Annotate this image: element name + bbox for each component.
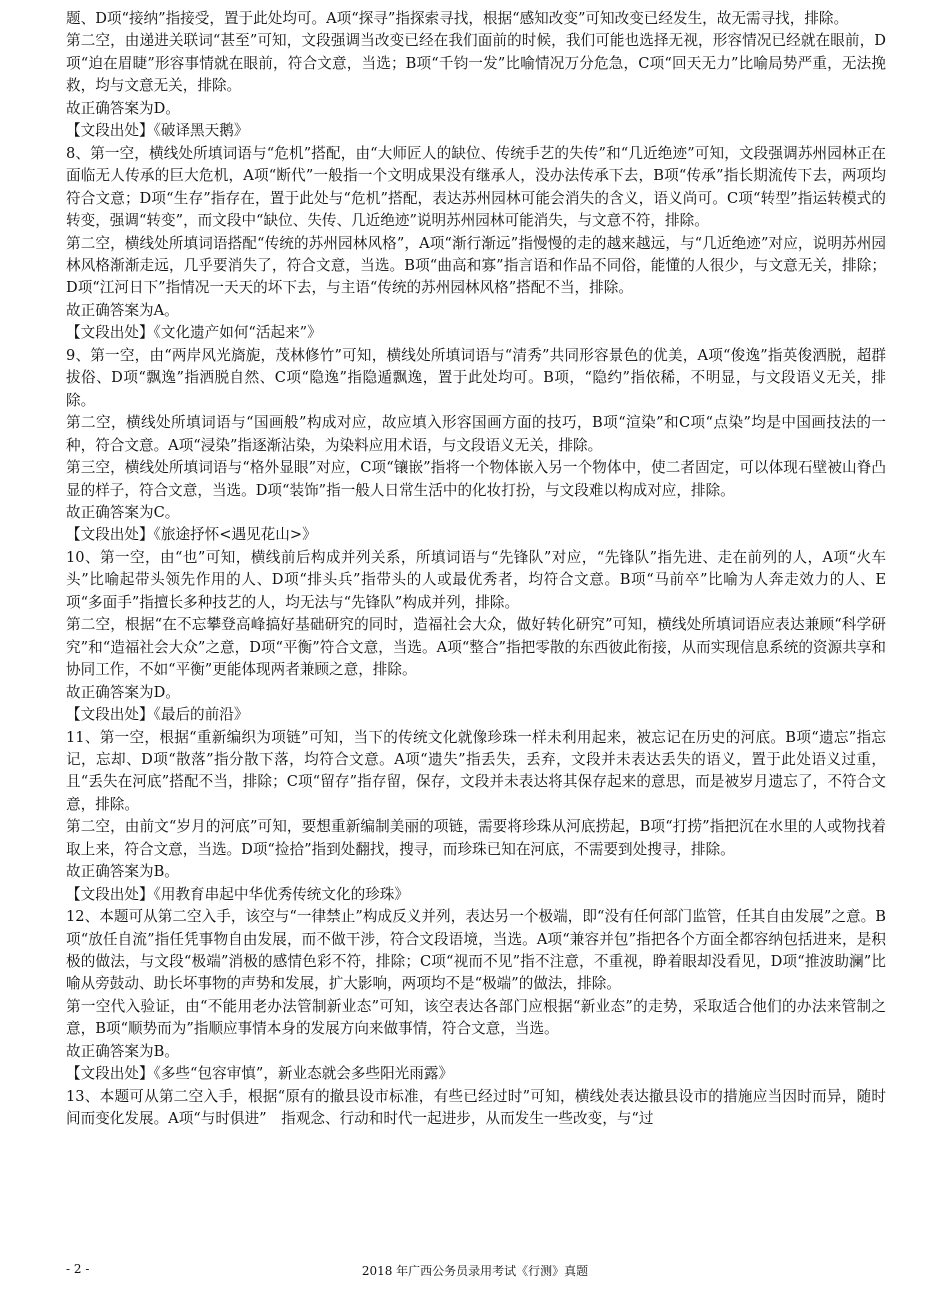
paragraph: 8、第一空，横线处所填词语与“危机”搭配，由“大师匠人的缺位、传统手艺的失传”和“几近绝迹”可知，文段强调苏州园林正在面临无人传承的巨大危机，A项“断代”一般指一个文明成果没有继承人，没办法传承下去，B项“传承”指长期流传下去，两项均符合文意；D项“生存”指存在，置于此处与“危机”搭配，表达苏州园林可能会消失的含义，语义尚可。C项“转型”指运转模式的转变，强调“转变”，而文段中“缺位、失传、几近绝迹”说明苏州园林可能消失，与文意不符，排除。 — [66, 144, 886, 230]
paragraph: 第三空，横线处所填词语与“格外显眼”对应，C项“镶嵌”指将一个物体嵌入另一个物体中，使二者固定，可以体现石壁被山脊凸显的样子，符合文意，当选。D项“装饰”指一般人日常生活中的化妆打扮，与文段难以构成对应，排除。 — [66, 459, 886, 499]
answer-line: 故正确答案为B。 — [66, 1042, 179, 1060]
paragraph: 12、本题可从第二空入手，该空与“一律禁止”构成反义并列，表达另一个极端，即“没有任何部门监管，任其自由发展”之意。B项“放任自流”指任凭事物自由发展，而不做干涉，符合文段语境，当选。A项“兼容并包”指把各个方面全都容纳包括进来，是积极的做法，与文段“极端”消极的感情色彩不符，排除；C项“视而不见”指不注意，不重视，睁着眼却没看见，D项“推波助澜”比喻从旁鼓动、助长坏事物的声势和发展，扩大影响，两项均不是“极端”的做法，排除。 — [66, 908, 886, 993]
footer-title: 2018 年广西公务员录用考试《行测》真题 — [361, 1264, 589, 1278]
paragraph: 第二空，根据“在不忘攀登高峰搞好基础研究的同时，造福社会大众，做好转化研究”可知，横线处所填词语应表达兼顾“科学研究”和“造福社会大众”之意，D项“平衡”符合文意，当选。A项“整合”指把零散的东西彼此衔接，从而实现信息系统的资源共享和协同工作，不如“平衡”更能体现两者兼顾之意，排除。 — [66, 616, 886, 679]
paragraph: 9、第一空，由“两岸风光旖旎，茂林修竹”可知，横线处所填词语与“清秀”共同形容景色的优美，A项“俊逸”指英俊洒脱，超群拔俗、D项“飘逸”指洒脱自然、C项“隐逸”指隐遁飘逸，置于此处均可。B项，“隐约”指依稀，不明显，与文段语义无关，排除。 — [66, 346, 886, 409]
page-number: - 2 - — [66, 1262, 90, 1276]
source-line: 【文段出处】《多些“包容审慎”，新业态就会多些阳光雨露》 — [66, 1065, 454, 1083]
paragraph: 10、第一空，由“也”可知，横线前后构成并列关系，所填词语与“先锋队”对应，“先锋队”指先进、走在前列的人，A项“火车头”比喻起带头领先作用的人、D项“排头兵”指带头的人或最优秀者，均符合文意。B项“马前卒”比喻为人奔走效力的人、E项“多面手”指擅长多种技艺的人，均无法与“先锋队”构成并列，排除。 — [66, 548, 886, 611]
source-line: 【文段出处】《最后的前沿》 — [66, 706, 249, 724]
answer-line: 故正确答案为D。 — [66, 99, 180, 117]
source-line: 【文段出处】《用教育串起中华优秀传统文化的珍珠》 — [66, 885, 409, 903]
answer-line: 故正确答案为C。 — [66, 503, 180, 521]
source-line: 【文段出处】《破译黑天鹅》 — [66, 122, 249, 140]
page-footer — [0, 1262, 950, 1282]
document-body — [66, 8, 886, 1131]
paragraph: 13、本题可从第二空入手，根据“原有的撤县设市标准，有些已经过时”可知，横线处表达撤县设市的措施应当因时而异，随时间而变化发展。A项“与时俱进” 指观念、行动和时代一起进步，从而发生一些改变，与“过 — [66, 1087, 886, 1128]
source-line: 【文段出处】《文化遗产如何“活起来”》 — [66, 324, 322, 342]
answer-line: 故正确答案为B。 — [66, 863, 179, 881]
paragraph: 第一空代入验证，由“不能用老办法管制新业态”可知，该空表达各部门应根据“新业态”的走势，采取适合他们的办法来管制之意，B项“顺势而为”指顺应事情本身的发展方向来做事情，符合文意，当选。 — [66, 997, 886, 1038]
paragraph: 第二空，由递进关联词“甚至”可知，文段强调当改变已经在我们面前的时候，我们可能也选择无视，形容情况已经就在眼前，D项“迫在眉睫”形容事情就在眼前，符合文意，当选；B项“千钧一发”比喻情况万分危急，C项“回天无力”比喻局势严重，无法挽救，均与文意无关，排除。 — [66, 32, 886, 95]
answer-line: 故正确答案为A。 — [66, 301, 179, 319]
answer-line: 故正确答案为D。 — [66, 683, 180, 701]
source-line: 【文段出处】《旅途抒怀<遇见花山>》 — [66, 526, 317, 544]
paragraph: 第二空，横线处所填词语与“国画般”构成对应，故应填入形容国画方面的技巧，B项“渲染”和C项“点染”均是中国画技法的一种，符合文意。A项“浸染”指逐渐沾染，为染料应用术语，与文段语义无关，排除。 — [66, 414, 886, 454]
paragraph: 第二空，横线处所填词语搭配“传统的苏州园林风格”，A项“渐行渐远”指慢慢的走的越来越远，与“几近绝迹”对应，说明苏州园林风格渐渐走远，几乎要消失了，符合文意，当选。B项“曲高和寡”指言语和作品不同俗，能懂的人很少，与文意无关，排除；D项“江河日下”指情况一天天的坏下去，与主语“传统的苏州园林风格”搭配不当，排除。 — [66, 234, 886, 297]
paragraph: 11、第一空，根据“重新编织为项链”可知，当下的传统文化就像珍珠一样未利用起来，被忘记在历史的河底。B项“遗忘”指忘记，忘却、D项“散落”指分散下落，均符合文意。A项“遗失”指丢失，丢弃，文段并未表达丢失的语义，置于此处语义过重，且“丢失在河底”搭配不当，排除；C项“留存”指存留，保存，文段并未表达将其保存起来的意思，而是被岁月遗忘了，不符合文意，排除。 — [66, 728, 886, 813]
paragraph: 第二空，由前文“岁月的河底”可知，要想重新编制美丽的项链，需要将珍珠从河底捞起，B项“打捞”指把沉在水里的人或物找着取上来，符合文意，当选。D项“捡拾”指到处翻找，搜寻，而珍珠已知在河底，不需要到处搜寻，排除。 — [66, 818, 886, 858]
paragraph: 题、D项“接纳”指接受，置于此处均可。A项“探寻”指探索寻找，根据“感知改变”可知改变已经发生，故无需寻找，排除。 — [66, 10, 849, 27]
